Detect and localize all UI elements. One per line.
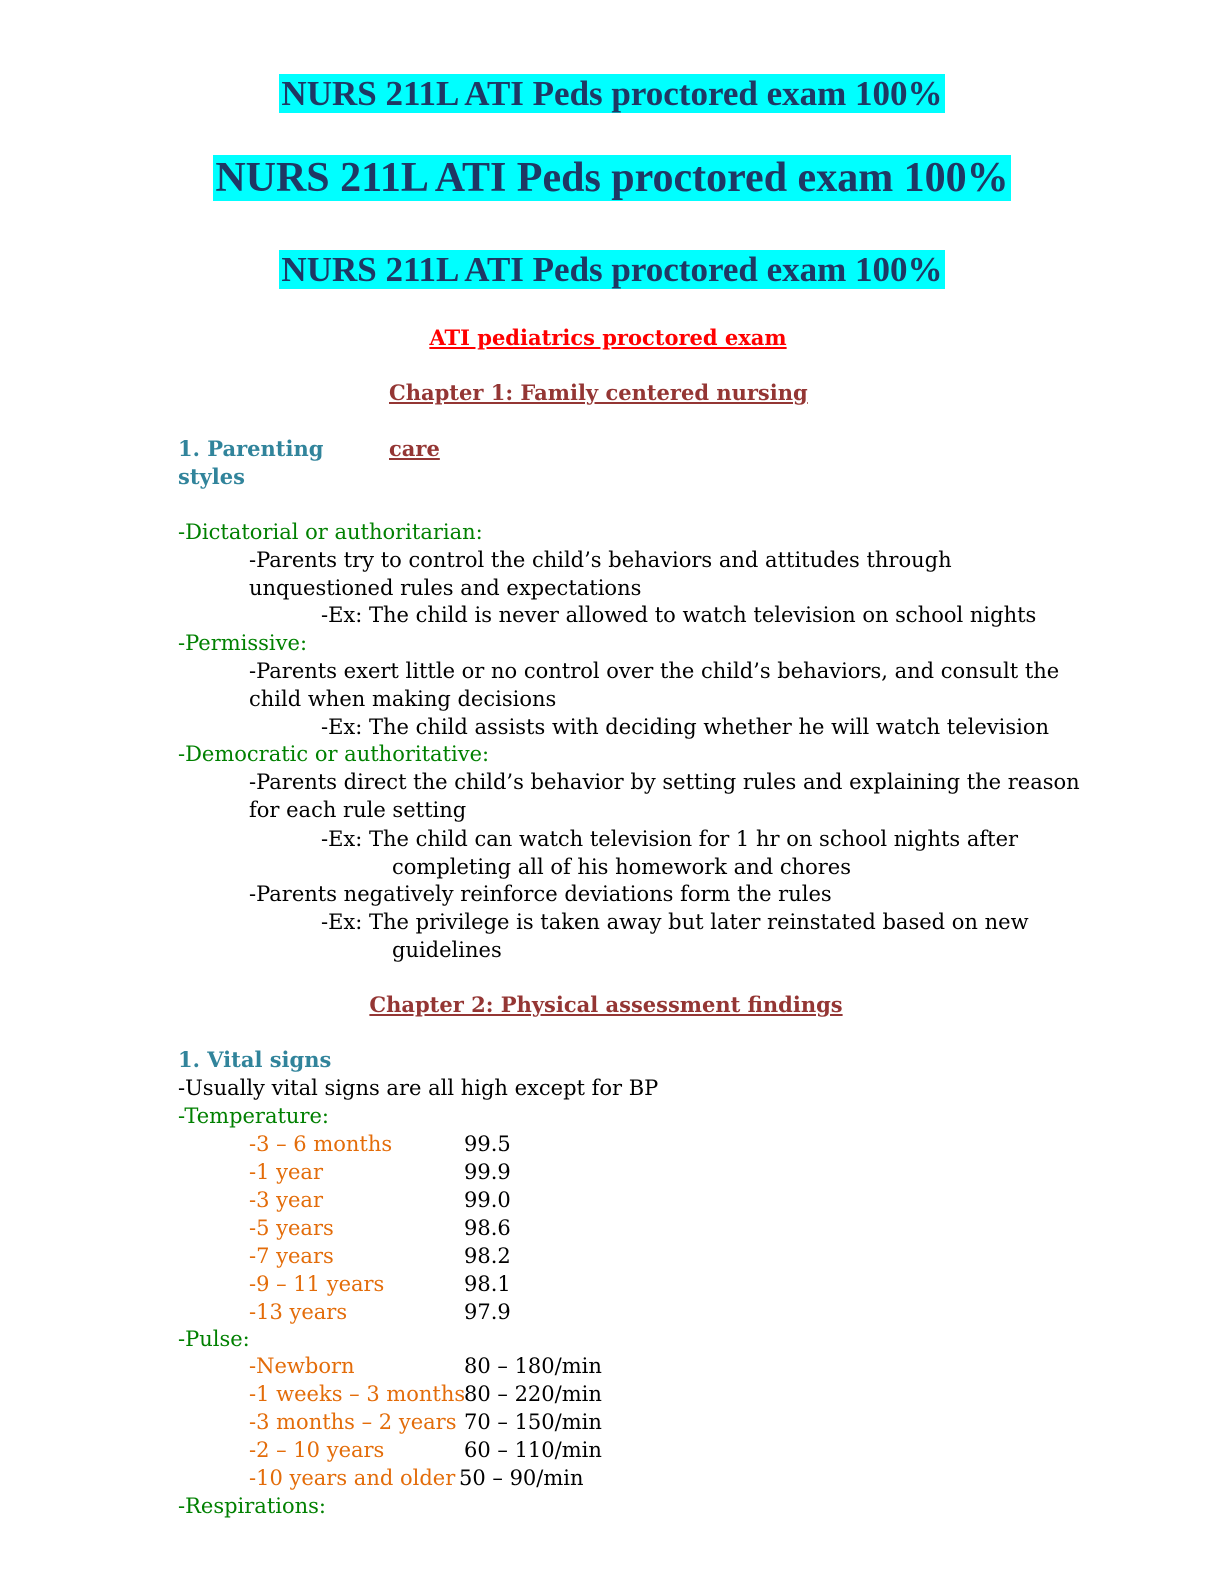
democratic-example-cont: completing all of his homework and chores [392,855,852,879]
temperature-row-value: 98.1 [464,1272,511,1296]
temperature-row-age: -3 year [249,1188,323,1212]
temperature-row-value: 97.9 [464,1300,511,1324]
exam-heading: ATI pediatrics proctored exam [429,325,787,350]
pulse-row-value: 80 – 180/min [464,1354,602,1378]
pulse-label: -Pulse: [178,1327,250,1351]
dictatorial-label: -Dictatorial or authoritarian: [178,520,483,544]
temperature-row-age: -13 years [249,1300,348,1324]
permissive-desc: -Parents exert little or no control over the child’s behaviors, and consult the [249,659,1060,683]
pulse-row-value: 80 – 220/min [464,1382,602,1406]
temperature-row-value: 99.9 [464,1160,511,1184]
democratic-desc-cont: for each rule setting [249,798,467,822]
title-text-1: NURS 211L ATI Peds proctored exam 100% [281,74,943,113]
dictatorial-desc-cont: unquestioned rules and expectations [249,576,642,600]
pulse-row-value: 50 – 90/min [459,1466,584,1490]
pulse-row-age: -1 weeks – 3 months [249,1382,466,1406]
dictatorial-example: -Ex: The child is never allowed to watch television on school nights [321,603,1037,627]
pulse-row-age: -2 – 10 years [249,1438,385,1462]
temperature-row-age: -9 – 11 years [249,1272,385,1296]
democratic-example-2-cont: guidelines [392,938,502,962]
section-parenting-styles-cont: styles [178,464,245,489]
title-text-3: NURS 211L ATI Peds proctored exam 100% [281,250,943,289]
pulse-row-age: -Newborn [249,1354,355,1378]
respirations-label: -Respirations: [178,1494,327,1518]
pulse-row-value: 60 – 110/min [464,1438,602,1462]
temperature-row-age: -1 year [249,1160,323,1184]
temperature-label: -Temperature: [178,1104,329,1128]
document-title-3 [0,248,1224,292]
democratic-example-2: -Ex: The privilege is taken away but later reinstated based on new [321,910,1029,934]
democratic-desc: -Parents direct the child’s behavior by setting rules and explaining the reason [249,770,1080,794]
pulse-row-age: -3 months – 2 years [249,1410,457,1434]
temperature-row-value: 98.2 [464,1244,511,1268]
chapter-2-title: Chapter 2: Physical assessment findings [369,992,843,1017]
chapter-1-title-cont: care [389,436,440,461]
pulse-row-value: 70 – 150/min [464,1410,602,1434]
pulse-row-age: -10 years and older [249,1466,456,1490]
democratic-label: -Democratic or authoritative: [178,742,490,766]
document-title-2 [0,152,1224,204]
chapter-1-title: Chapter 1: Family centered nursing [389,380,808,405]
democratic-desc-2: -Parents negatively reinforce deviations form the rules [249,882,832,906]
permissive-label: -Permissive: [178,631,308,655]
temperature-row-age: -5 years [249,1216,334,1240]
section-parenting-styles: 1. Parenting [178,436,324,461]
temperature-row-value: 98.6 [464,1216,511,1240]
title-text-2: NURS 211L ATI Peds proctored exam 100% [215,155,1009,201]
permissive-desc-cont: child when making decisions [249,687,557,711]
temperature-row-age: -3 – 6 months [249,1132,393,1156]
section-vital-signs: 1. Vital signs [178,1047,332,1072]
democratic-example: -Ex: The child can watch television for 1 hr on school nights after [321,827,1019,851]
permissive-example: -Ex: The child assists with deciding whether he will watch television [321,715,1050,739]
vital-signs-note: -Usually vital signs are all high except for BP [178,1076,659,1100]
temperature-row-value: 99.5 [464,1132,511,1156]
dictatorial-desc: -Parents try to control the child’s behaviors and attitudes through [249,548,952,572]
temperature-row-age: -7 years [249,1244,334,1268]
temperature-row-value: 99.0 [464,1188,511,1212]
document-title-1 [0,72,1224,116]
